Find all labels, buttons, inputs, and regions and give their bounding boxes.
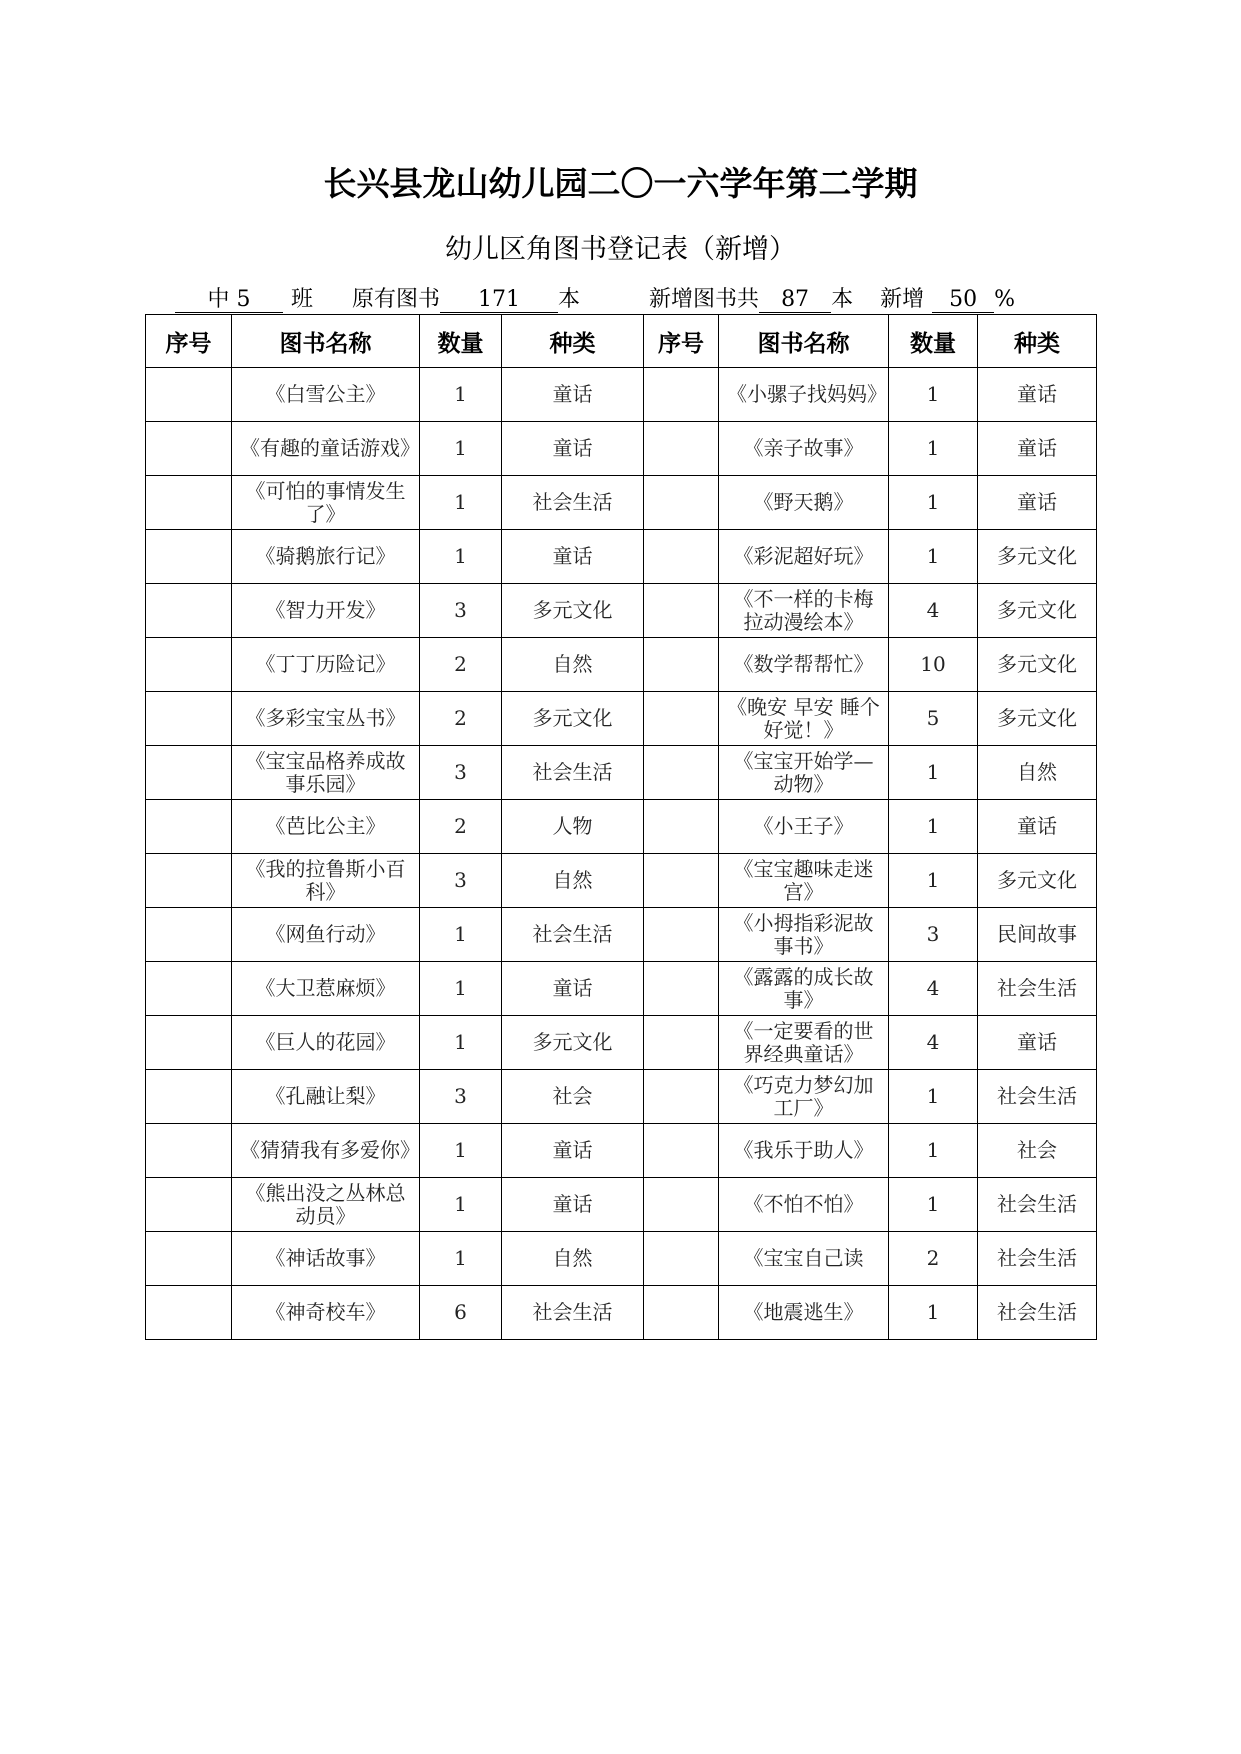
left-book-name-cell: 《多彩宝宝丛书》 bbox=[232, 692, 420, 746]
right-quantity-cell: 1 bbox=[889, 476, 978, 530]
right-book-name-cell: 《巧克力梦幻加工厂》 bbox=[719, 1070, 889, 1124]
left-quantity-cell: 1 bbox=[420, 422, 502, 476]
left-quantity-cell: 1 bbox=[420, 962, 502, 1016]
right-book-name-cell: 《野天鹅》 bbox=[719, 476, 889, 530]
right-serial-cell bbox=[644, 1232, 719, 1286]
right-serial-cell bbox=[644, 962, 719, 1016]
left-book-name-cell: 《有趣的童话游戏》 bbox=[232, 422, 420, 476]
table-row bbox=[146, 908, 1097, 962]
left-category-cell: 童话 bbox=[502, 368, 644, 422]
table-row bbox=[146, 1016, 1097, 1070]
right-book-name-cell: 《小王子》 bbox=[719, 800, 889, 854]
right-book-name-cell: 《一定要看的世界经典童话》 bbox=[719, 1016, 889, 1070]
right-book-name-cell: 《宝宝开始学—动物》 bbox=[719, 746, 889, 800]
left-book-name-cell: 《熊出没之丛林总动员》 bbox=[232, 1178, 420, 1232]
table-row bbox=[146, 746, 1097, 800]
table-row bbox=[146, 800, 1097, 854]
right-serial-cell bbox=[644, 692, 719, 746]
right-quantity-cell: 1 bbox=[889, 1070, 978, 1124]
original-books-unit: 本 bbox=[558, 287, 581, 312]
left-quantity-cell: 1 bbox=[420, 368, 502, 422]
right-category-cell: 童话 bbox=[978, 476, 1097, 530]
table-row bbox=[146, 962, 1097, 1016]
left-serial-cell bbox=[146, 1070, 232, 1124]
right-serial-cell bbox=[644, 746, 719, 800]
left-category-cell: 社会生活 bbox=[502, 1286, 644, 1340]
left-book-name-cell: 《骑鹅旅行记》 bbox=[232, 530, 420, 584]
document-title: 长兴县龙山幼儿园二〇一六学年第二学期 bbox=[323, 164, 918, 203]
left-category-cell: 社会生活 bbox=[502, 476, 644, 530]
right-category-cell: 社会生活 bbox=[978, 962, 1097, 1016]
right-book-name-cell: 《露露的成长故事》 bbox=[719, 962, 889, 1016]
right-quantity-cell: 10 bbox=[889, 638, 978, 692]
left-serial-cell bbox=[146, 908, 232, 962]
left-category-cell: 多元文化 bbox=[502, 584, 644, 638]
left-serial-cell bbox=[146, 422, 232, 476]
class-suffix: 班 bbox=[291, 287, 314, 312]
right-book-name-cell: 《数学帮帮忙》 bbox=[719, 638, 889, 692]
left-quantity-cell: 1 bbox=[420, 476, 502, 530]
right-book-name-cell: 《不一样的卡梅拉动漫绘本》 bbox=[719, 584, 889, 638]
right-quantity-cell: 3 bbox=[889, 908, 978, 962]
left-quantity-cell: 2 bbox=[420, 800, 502, 854]
header-serial-left: 序号 bbox=[146, 315, 232, 368]
left-category-cell: 多元文化 bbox=[502, 692, 644, 746]
table-row bbox=[146, 638, 1097, 692]
right-quantity-cell: 4 bbox=[889, 962, 978, 1016]
right-book-name-cell: 《彩泥超好玩》 bbox=[719, 530, 889, 584]
right-serial-cell bbox=[644, 638, 719, 692]
right-quantity-cell: 1 bbox=[889, 368, 978, 422]
table-row bbox=[146, 692, 1097, 746]
left-book-name-cell: 《孔融让梨》 bbox=[232, 1070, 420, 1124]
left-book-name-cell: 《可怕的事情发生了》 bbox=[232, 476, 420, 530]
increase-label: 新增 bbox=[880, 287, 925, 312]
table-row bbox=[146, 1286, 1097, 1340]
right-quantity-cell: 1 bbox=[889, 854, 978, 908]
left-book-name-cell: 《宝宝品格养成故事乐园》 bbox=[232, 746, 420, 800]
right-quantity-cell: 4 bbox=[889, 1016, 978, 1070]
left-category-cell: 多元文化 bbox=[502, 1016, 644, 1070]
right-serial-cell bbox=[644, 1016, 719, 1070]
left-serial-cell bbox=[146, 962, 232, 1016]
right-category-cell: 多元文化 bbox=[978, 692, 1097, 746]
left-quantity-cell: 3 bbox=[420, 1070, 502, 1124]
left-category-cell: 自然 bbox=[502, 638, 644, 692]
right-category-cell: 社会生活 bbox=[978, 1178, 1097, 1232]
left-book-name-cell: 《巨人的花园》 bbox=[232, 1016, 420, 1070]
header-book-name-right: 图书名称 bbox=[719, 315, 889, 368]
left-book-name-cell: 《大卫惹麻烦》 bbox=[232, 962, 420, 1016]
right-book-name-cell: 《宝宝自己读 bbox=[719, 1232, 889, 1286]
right-quantity-cell: 1 bbox=[889, 746, 978, 800]
left-quantity-cell: 3 bbox=[420, 746, 502, 800]
right-book-name-cell: 《晚安 早安 睡个好觉！》 bbox=[719, 692, 889, 746]
right-category-cell: 童话 bbox=[978, 800, 1097, 854]
right-book-name-cell: 《我乐于助人》 bbox=[719, 1124, 889, 1178]
right-book-name-cell: 《小骡子找妈妈》 bbox=[719, 368, 889, 422]
right-serial-cell bbox=[644, 800, 719, 854]
right-quantity-cell: 1 bbox=[889, 1286, 978, 1340]
left-category-cell: 童话 bbox=[502, 1178, 644, 1232]
right-category-cell: 社会生活 bbox=[978, 1070, 1097, 1124]
right-serial-cell bbox=[644, 584, 719, 638]
table-header-row bbox=[146, 315, 1097, 368]
right-quantity-cell: 1 bbox=[889, 422, 978, 476]
right-category-cell: 社会生活 bbox=[978, 1286, 1097, 1340]
header-category-left: 种类 bbox=[502, 315, 644, 368]
right-serial-cell bbox=[644, 1070, 719, 1124]
left-category-cell: 社会生活 bbox=[502, 746, 644, 800]
left-category-cell: 童话 bbox=[502, 530, 644, 584]
left-book-name-cell: 《我的拉鲁斯小百科》 bbox=[232, 854, 420, 908]
right-quantity-cell: 4 bbox=[889, 584, 978, 638]
left-category-cell: 自然 bbox=[502, 854, 644, 908]
table-row bbox=[146, 530, 1097, 584]
right-category-cell: 童话 bbox=[978, 368, 1097, 422]
new-books-value: 87 bbox=[759, 288, 831, 313]
table-row bbox=[146, 1178, 1097, 1232]
left-serial-cell bbox=[146, 584, 232, 638]
left-serial-cell bbox=[146, 476, 232, 530]
right-quantity-cell: 5 bbox=[889, 692, 978, 746]
right-category-cell: 社会生活 bbox=[978, 1232, 1097, 1286]
right-category-cell: 多元文化 bbox=[978, 854, 1097, 908]
left-serial-cell bbox=[146, 746, 232, 800]
left-category-cell: 社会生活 bbox=[502, 908, 644, 962]
left-quantity-cell: 6 bbox=[420, 1286, 502, 1340]
left-book-name-cell: 《智力开发》 bbox=[232, 584, 420, 638]
right-category-cell: 童话 bbox=[978, 422, 1097, 476]
table-row bbox=[146, 1070, 1097, 1124]
book-register-table bbox=[145, 314, 1097, 1340]
table-row bbox=[146, 854, 1097, 908]
left-book-name-cell: 《白雪公主》 bbox=[232, 368, 420, 422]
left-category-cell: 童话 bbox=[502, 422, 644, 476]
original-books-label: 原有图书 bbox=[352, 287, 441, 312]
left-category-cell: 童话 bbox=[502, 962, 644, 1016]
right-category-cell: 社会 bbox=[978, 1124, 1097, 1178]
left-category-cell: 童话 bbox=[502, 1124, 644, 1178]
table-row bbox=[146, 422, 1097, 476]
table-row bbox=[146, 476, 1097, 530]
right-serial-cell bbox=[644, 1286, 719, 1340]
table-row bbox=[146, 584, 1097, 638]
left-quantity-cell: 3 bbox=[420, 854, 502, 908]
right-category-cell: 多元文化 bbox=[978, 638, 1097, 692]
right-book-name-cell: 《小拇指彩泥故事书》 bbox=[719, 908, 889, 962]
left-book-name-cell: 《神奇校车》 bbox=[232, 1286, 420, 1340]
right-serial-cell bbox=[644, 368, 719, 422]
table-row bbox=[146, 368, 1097, 422]
right-quantity-cell: 1 bbox=[889, 1178, 978, 1232]
right-serial-cell bbox=[644, 530, 719, 584]
right-book-name-cell: 《不怕不怕》 bbox=[719, 1178, 889, 1232]
header-quantity-left: 数量 bbox=[420, 315, 502, 368]
left-quantity-cell: 2 bbox=[420, 638, 502, 692]
left-book-name-cell: 《芭比公主》 bbox=[232, 800, 420, 854]
left-quantity-cell: 3 bbox=[420, 584, 502, 638]
right-book-name-cell: 《地震逃生》 bbox=[719, 1286, 889, 1340]
left-category-cell: 人物 bbox=[502, 800, 644, 854]
right-serial-cell bbox=[644, 854, 719, 908]
increase-value: 50 bbox=[932, 288, 994, 313]
left-serial-cell bbox=[146, 1124, 232, 1178]
new-books-label: 新增图书共 bbox=[649, 287, 760, 312]
right-serial-cell bbox=[644, 422, 719, 476]
left-quantity-cell: 1 bbox=[420, 530, 502, 584]
header-quantity-right: 数量 bbox=[889, 315, 978, 368]
class-value: 中 5 bbox=[175, 288, 283, 313]
left-book-name-cell: 《猜猜我有多爱你》 bbox=[232, 1124, 420, 1178]
right-category-cell: 民间故事 bbox=[978, 908, 1097, 962]
right-serial-cell bbox=[644, 908, 719, 962]
left-serial-cell bbox=[146, 800, 232, 854]
left-quantity-cell: 1 bbox=[420, 1232, 502, 1286]
left-serial-cell bbox=[146, 1286, 232, 1340]
increase-unit: % bbox=[994, 287, 1015, 312]
left-book-name-cell: 《神话故事》 bbox=[232, 1232, 420, 1286]
right-quantity-cell: 1 bbox=[889, 530, 978, 584]
left-category-cell: 自然 bbox=[502, 1232, 644, 1286]
left-book-name-cell: 《丁丁历险记》 bbox=[232, 638, 420, 692]
document-subtitle: 幼儿区角图书登记表（新增） bbox=[445, 234, 796, 265]
left-quantity-cell: 1 bbox=[420, 908, 502, 962]
right-category-cell: 童话 bbox=[978, 1016, 1097, 1070]
table-row bbox=[146, 1124, 1097, 1178]
left-book-name-cell: 《网鱼行动》 bbox=[232, 908, 420, 962]
register-info-line bbox=[175, 282, 1075, 313]
left-serial-cell bbox=[146, 692, 232, 746]
left-serial-cell bbox=[146, 854, 232, 908]
right-serial-cell bbox=[644, 1178, 719, 1232]
right-category-cell: 多元文化 bbox=[978, 584, 1097, 638]
new-books-unit: 本 bbox=[831, 287, 854, 312]
left-category-cell: 社会 bbox=[502, 1070, 644, 1124]
left-serial-cell bbox=[146, 1232, 232, 1286]
left-quantity-cell: 1 bbox=[420, 1178, 502, 1232]
right-serial-cell bbox=[644, 1124, 719, 1178]
left-serial-cell bbox=[146, 1016, 232, 1070]
right-quantity-cell: 2 bbox=[889, 1232, 978, 1286]
right-category-cell: 自然 bbox=[978, 746, 1097, 800]
right-quantity-cell: 1 bbox=[889, 800, 978, 854]
left-quantity-cell: 1 bbox=[420, 1016, 502, 1070]
left-quantity-cell: 2 bbox=[420, 692, 502, 746]
original-books-value: 171 bbox=[440, 288, 558, 313]
header-category-right: 种类 bbox=[978, 315, 1097, 368]
left-serial-cell bbox=[146, 1178, 232, 1232]
header-serial-right: 序号 bbox=[644, 315, 719, 368]
left-serial-cell bbox=[146, 638, 232, 692]
right-category-cell: 多元文化 bbox=[978, 530, 1097, 584]
right-book-name-cell: 《亲子故事》 bbox=[719, 422, 889, 476]
right-book-name-cell: 《宝宝趣味走迷宫》 bbox=[719, 854, 889, 908]
left-quantity-cell: 1 bbox=[420, 1124, 502, 1178]
header-book-name-left: 图书名称 bbox=[232, 315, 420, 368]
right-quantity-cell: 1 bbox=[889, 1124, 978, 1178]
right-serial-cell bbox=[644, 476, 719, 530]
left-serial-cell bbox=[146, 530, 232, 584]
table-row bbox=[146, 1232, 1097, 1286]
left-serial-cell bbox=[146, 368, 232, 422]
